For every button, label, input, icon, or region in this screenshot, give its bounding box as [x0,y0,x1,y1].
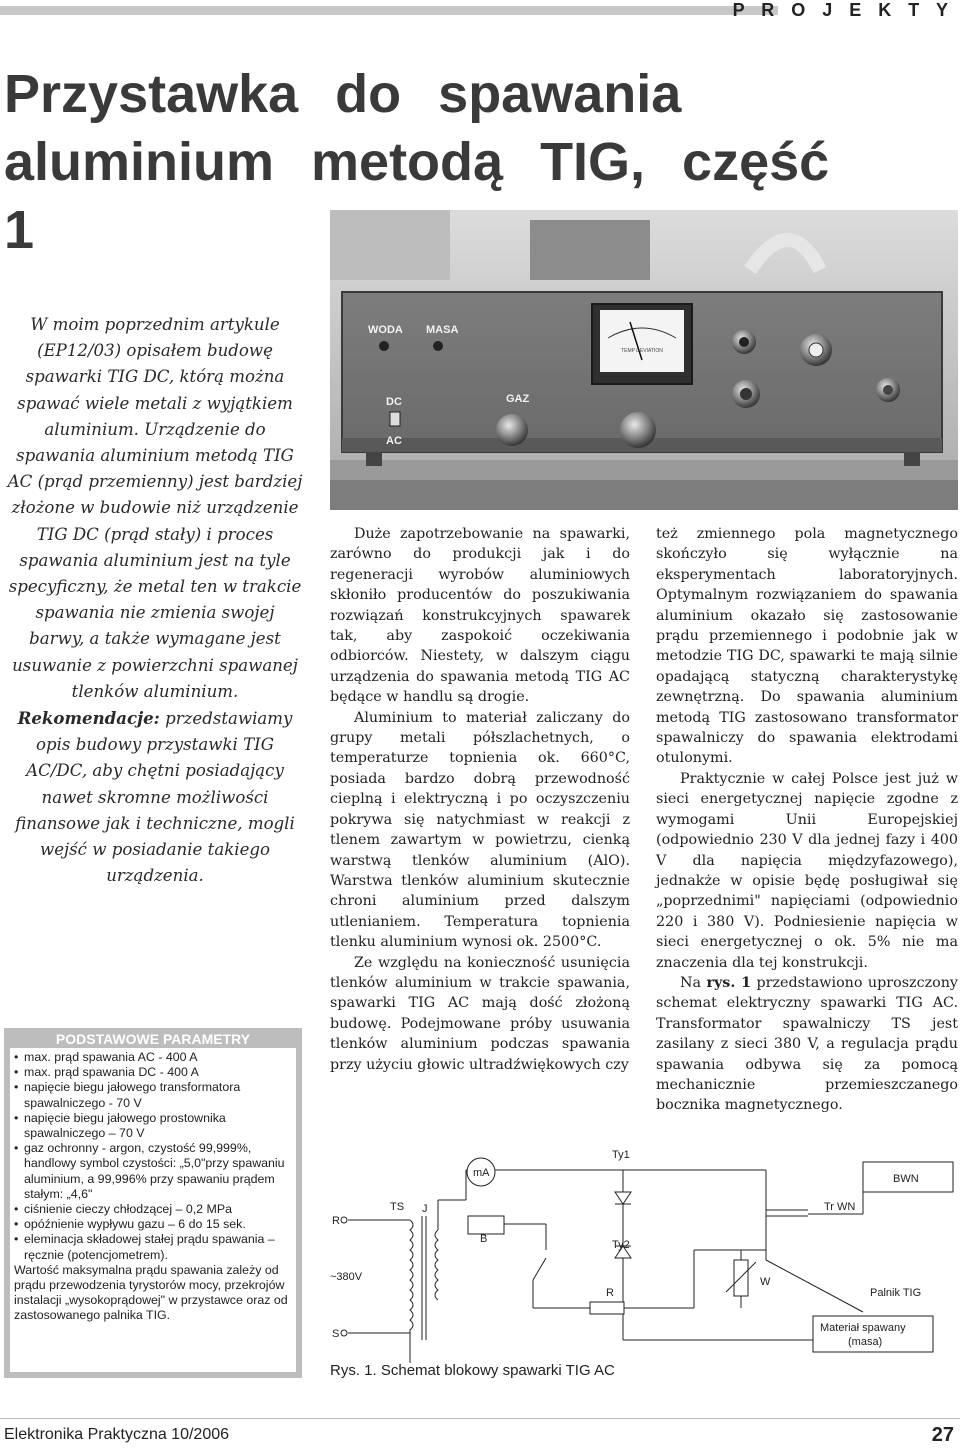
list-item: • eleminacja składowej stałej prądu spawania – ręcznie (potencjometrem). [14,1232,292,1262]
list-item: • max. prąd spawania DC - 400 A [14,1065,292,1080]
page-number: 27 [931,1424,954,1446]
label-ty1: Ty1 [612,1149,630,1161]
photo-label-dc: DC [386,396,402,408]
varistor-w [734,1260,748,1296]
figure-reference: rys. 1 [706,974,752,991]
parameters-note: Wartość maksymalna prądu spawania zależy od prądu przewodzenia tyrystorów mocy, przekrojów instalacji „wysokoprądowej" w przystawce oraz od zastosowanego palnika TIG. [14,1262,288,1323]
recommendations-label: Rekomendacje: [17,708,160,729]
recommendations-text: przedstawiamy opis budowy przystawki TIG AC/DC, aby chętni posiadający nawet skromne możliwości finansowe jak i techniczne, mogli wejść w posiadanie takiego urządzenia. [15,709,295,886]
label-ty2: Ty2 [612,1239,630,1251]
footer-divider [0,1418,960,1419]
journal-name: Elektronika Praktyczna 10/2006 [4,1426,230,1443]
label-material: Materiał spawany [820,1322,906,1334]
list-item: • ciśnienie cieczy chłodzącej – 0,2 MPa [14,1202,292,1217]
resistor-r [590,1302,624,1314]
torch-line [766,1260,863,1312]
photo-label-woda: WODA [368,324,403,336]
figure-caption: Rys. 1. Schemat blokowy spawarki TIG AC [330,1362,615,1379]
label-r: R [332,1215,340,1227]
label-j: J [422,1203,428,1215]
device-photo [330,210,958,510]
label-trwn: Tr WN [824,1201,856,1213]
paragraph: Duże zapotrzebowanie na spawarki, zarówno do produkcji jak i do regeneracji wyrobów aluminiowych skłoniło producentów do poszukiwania rozwiązań konstrukcyjnych spawarek tak, aby zaspokoić oczekiwania odbiorców. Niestety, w dalszym ciągu urządzenia do spawania metodą TIG AC będące w handlu są drogie. [330,526,630,706]
meter-label: TEMP DEVIATION [621,348,663,354]
label-s: S [332,1328,340,1340]
switch [533,1258,546,1280]
label-b: B [480,1233,488,1245]
parameters-box [4,1028,302,1378]
label-w: W [760,1276,771,1288]
label-palnik: Palnik TIG [870,1287,922,1299]
paragraph: Na rys. 1 przedstawiono uproszczony schemat elektryczny spawarki TIG AC. Transformator spawalniczy TS jest zasilany z sieci 380 V, a regulacja prądu spawania odbywa się za pomocą mechanicznie przemieszczanego bocznika magnetycznego. [656,974,958,1114]
body-column-1 [330,524,630,1075]
body-column-2 [656,524,958,1116]
transformer-primary [410,1220,413,1363]
label-bwn: BWN [893,1173,919,1185]
label-material-mass: (masa) [848,1336,883,1348]
thyristor-ty1 [615,1192,631,1204]
paragraph: Aluminium to materiał zaliczany do grupy metali półszlachetnych, o temperaturze topnienia ok. 660°C, posiada bardzo dobrą przewodność cieplną i elektryczną i po oczyszczeniu pokrywa się natychmiast w reakcji z tlenem zawartym w powietrzu, cienką warstwą tlenków aluminium (AlO). Warstwa tlenków aluminium skutecznie chroni aluminium przed dalszym utlenianiem. Temperatura topnienia tlenku aluminium wynosi ok. 2500°C. [330,709,630,951]
photo-label-gaz: GAZ [506,393,530,405]
list-item: • max. prąd spawania AC - 400 A [14,1050,292,1065]
photo-label-ac: AC [386,435,402,447]
paragraph: też zmiennego pola magnetycznego skończyło się wyłącznie na eksperymentach laboratoryjnych. Optymalnym rozwiązaniem do spawania aluminium okazało się zastosowanie prądu przemiennego i podobnie jak w metodzie TIG DC, spawarki te mają silnie opadającą statyczną charakterystykę zewnętrzną. Do spawania aluminium metodą TIG zastosowano transformator spawalniczy do spawania elektrodami otulonymi. [656,526,958,767]
list-item: • napięcie biegu jałowego transformatora spawalniczego - 70 V [14,1080,292,1110]
list-item: • napięcie biegu jałowego prostownika spawalniczego – 70 V [14,1111,292,1141]
block-b [468,1216,504,1234]
photo-label-masa: MASA [426,324,459,336]
label-380v: ~380V [330,1271,363,1283]
parameters-list [10,1050,296,1263]
circuit-diagram [318,1140,958,1390]
article-title: Przystawka do spawania aluminium metodą TIG, część 1 [4,64,830,260]
label-ma: mA [473,1167,490,1179]
list-item: • opóźnienie wypływu gazu – 6 do 15 sek. [14,1217,292,1232]
section-label: P R O J E K T Y [732,0,954,20]
list-item: • gaz ochronny - argon, czystość 99,999%, handlowy symbol czystości: „5,0"przy spawaniu aluminium, a 99,996% przy spawaniu prądem stałym: „4,6" [14,1141,292,1202]
label-ts: TS [390,1201,405,1213]
lead-text: W moim poprzednim artykule (EP12/03) opisałem budowę spawarki TIG DC, którą można spawać wiele metali z wyjątkiem aluminium. Urządzenie do spawania aluminium metodą TIG AC (prąd przemienny) jest bardziej złożone w budowie niż urządzenie TIG DC (prąd stały) i proces spawania aluminium jest na tyle specyficzny, że metal ten w trakcie spawania nie zmienia swojej barwy, a także wymagane jest usuwanie z powierzchni spawanej tlenków aluminium. [7,315,303,701]
label-r-resistor: R [606,1287,614,1299]
paragraph: Ze względu na konieczność usunięcia tlenków aluminium w trakcie spawania, spawarki TIG AC mają dość złożoną budowę. Podejmowane próby usuwania tlenków aluminium podczas spawania przy użyciu głowic ultradźwiękowych czy [330,954,630,1073]
transformer-secondary [435,1230,438,1300]
header-bar [0,6,778,15]
parameters-heading: PODSTAWOWE PARAMETRY [4,1028,302,1048]
paragraph: Praktycznie w całej Polsce jest już w sieci energetycznej napięcie zgodne z wymogami Unii Europejskiej (odpowiednio 230 V dla jednej fazy i 400 V dla napięcia międzyfazowego), jednakże w opisie będę posługiwał się „poprzednimi" napięciami (odpowiednio 220 i 380 V). Podniesienie napięcia w sieci energetycznej o ok. 5% nie ma znaczenia dla tej konstrukcji. [656,770,958,971]
lead-paragraph [6,312,304,889]
